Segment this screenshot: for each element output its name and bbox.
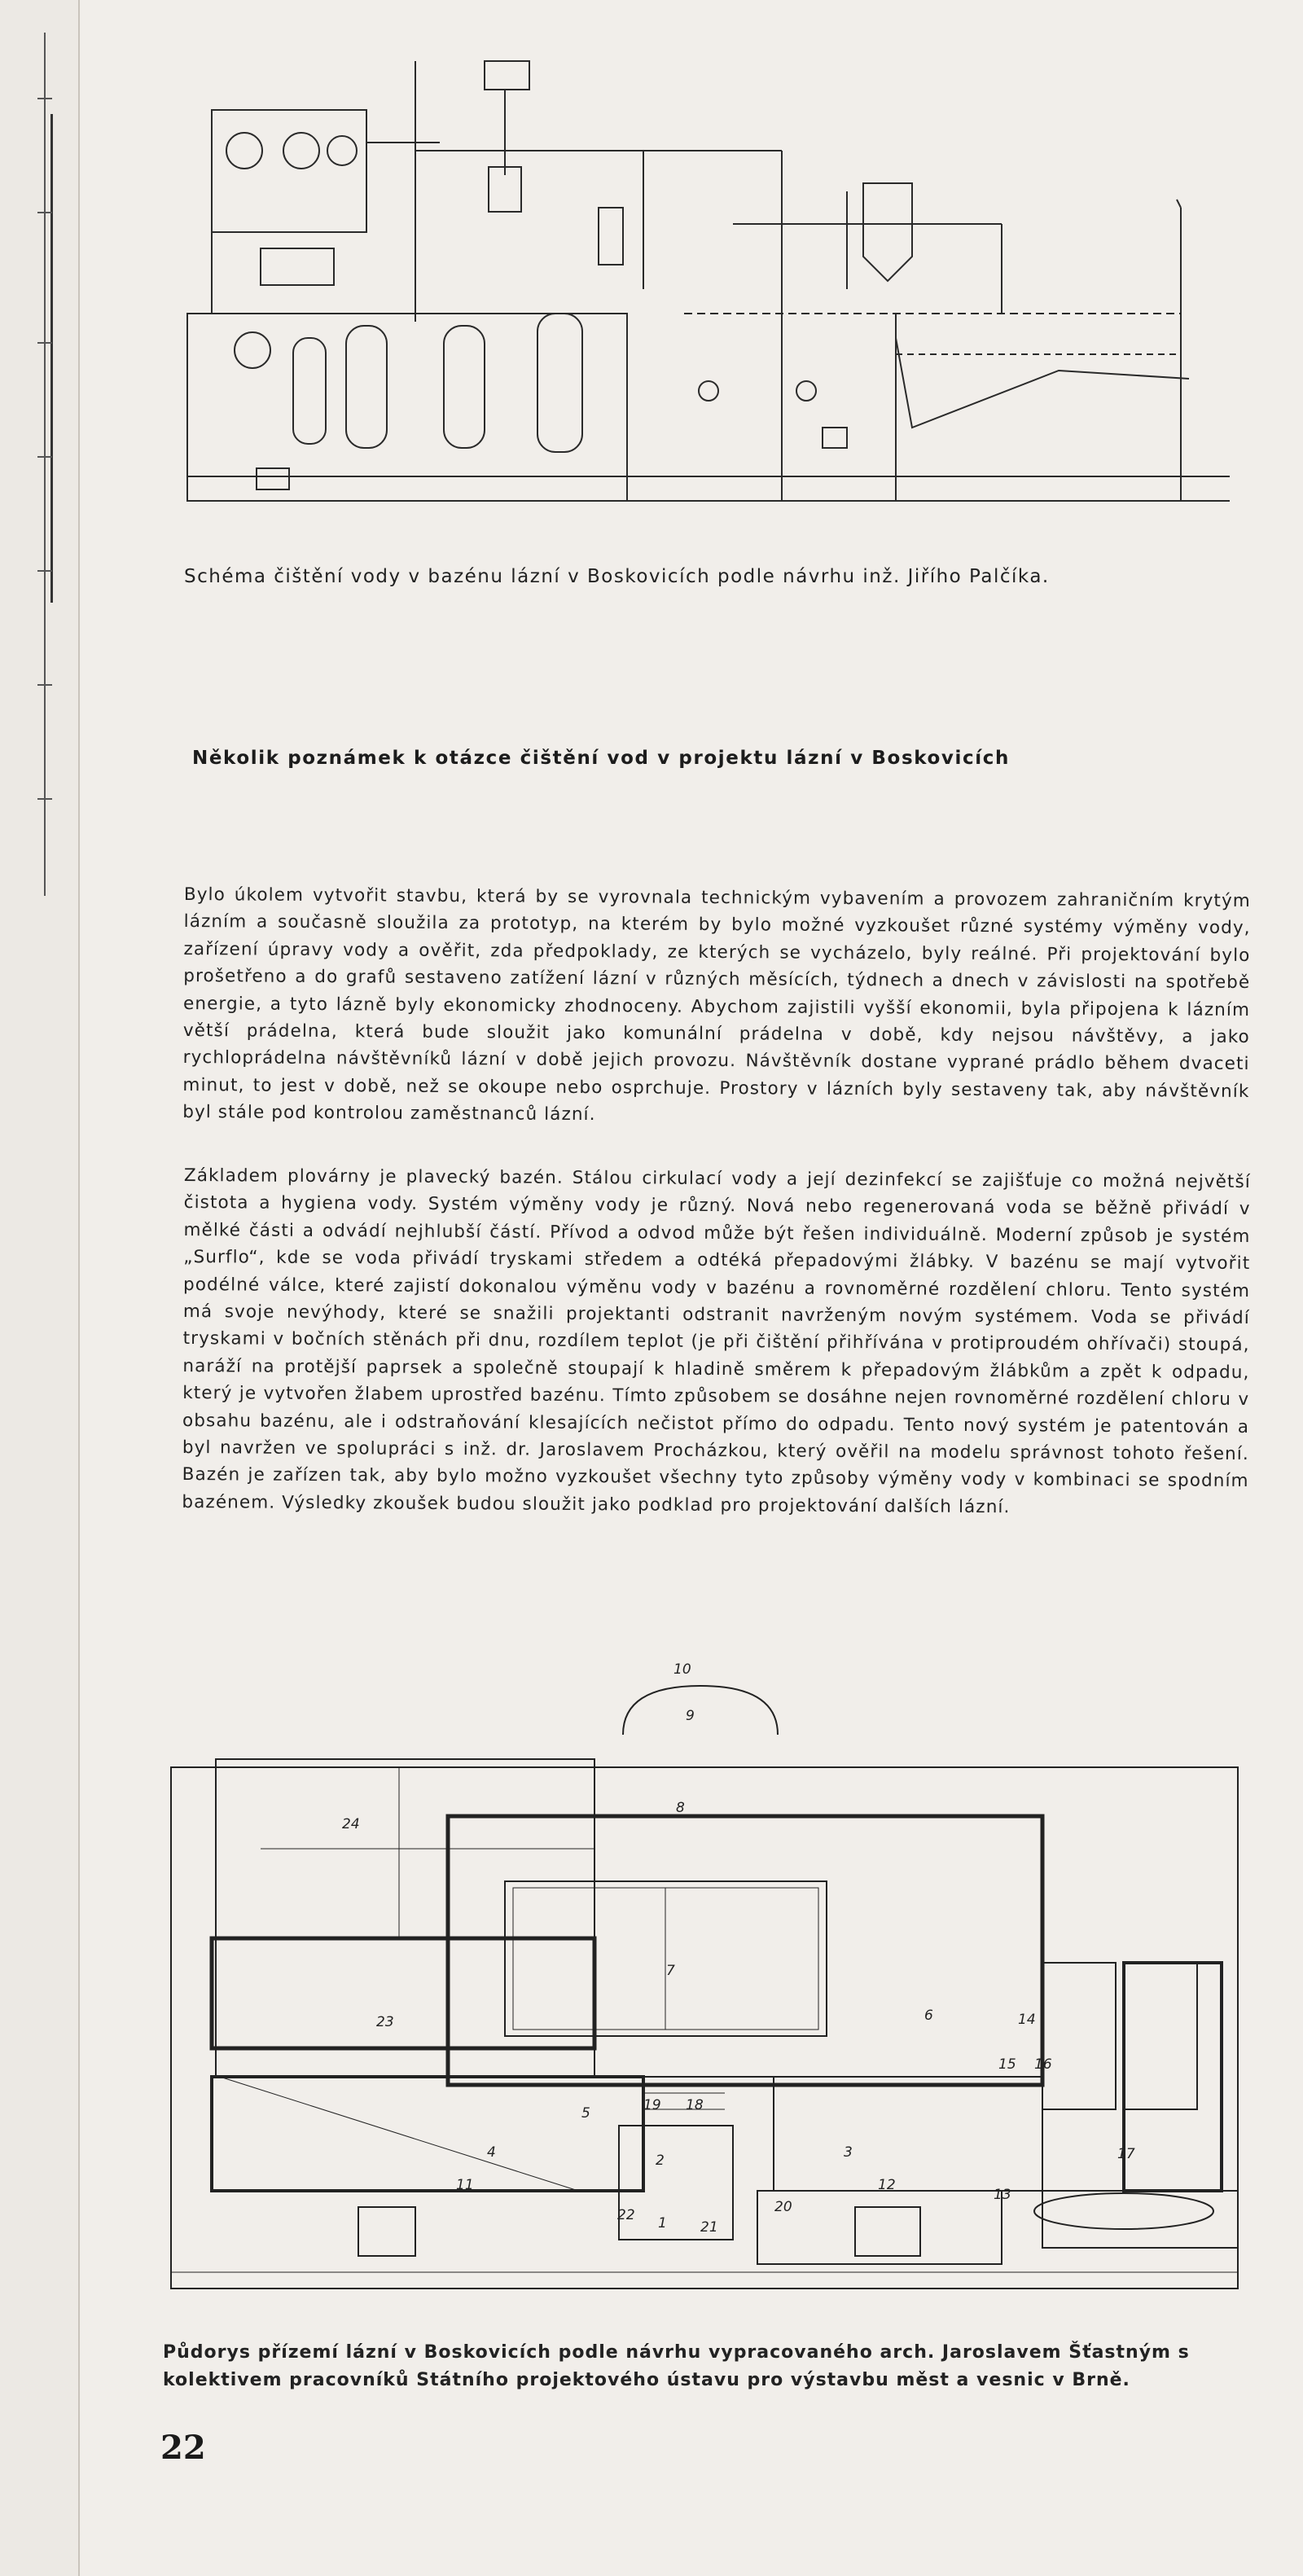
plan-room-label: 19 [643,2097,661,2113]
plan-room-label: 23 [376,2014,394,2030]
plan-room-label: 6 [924,2008,933,2024]
binding-tick [37,570,52,572]
binding-margin [0,0,80,2576]
plan-room-label: 12 [878,2177,896,2193]
schema-caption: Schéma čištění vody v bazénu lázní v Boskovicích podle návrhu inž. Jiřího Palčíka. [184,566,1050,587]
plan-room-label: 22 [617,2207,635,2223]
plan-room-label: 11 [456,2177,474,2193]
binding-tick [37,212,52,213]
binding-rule [44,33,46,896]
plan-room-label: 2 [656,2153,665,2169]
plan-room-label: 13 [994,2187,1011,2203]
plan-room-label: 4 [487,2144,496,2161]
plan-room-label: 9 [686,1708,695,1724]
article-paragraph-1: Bylo úkolem vytvořit stavbu, která by se vyrovnala technickým vybavením a provozem zahraničním krytým lázním a současně sloužila za prototyp, na kterém by bylo možné vyzkoušet různé systémy výměny vody, zařízení úpravy vody a ověřit, zda předpoklady, ze kterých se vycházelo, byly reálné. Při projektování bylo prošetřeno a do grafů sestaveno zatížení lázní v různých měsících, týdnech a dnech v závislosti na spotřebě energie, a tyto lázně byly ekonomicky zhodnoceny. Abychom zajistili vyšší ekonomii, byla připojena k lázním větší prádelna, která bude sloužit jako komunální prádelna v době, kdy nejsou návštěvy, a jako rychloprádelna návštěvníků lázní v době jejich provozu. Návštěvník dostane vyprané prádlo během dvaceti minut, to jest v době, než se okoupe nebo osprchuje. Prostory v lázních byly sestaveny tak, aby návštěvník byl stále pod kontrolou zaměstnanců lázní. [182,884,1251,1126]
ground-floor-plan [155,1637,1287,2313]
plan-room-label: 3 [844,2144,853,2161]
binding-tick [37,98,52,99]
plan-room-label: 17 [1117,2146,1135,2162]
plan-room-label: 20 [774,2199,792,2215]
plan-room-label: 5 [581,2105,590,2122]
plan-room-label: 7 [666,1963,675,1979]
plan-room-label: 1 [658,2215,667,2232]
plan-room-label: 18 [686,2097,704,2113]
plan-room-label: 8 [676,1800,685,1816]
water-treatment-schema [163,45,1270,533]
page-number: 22 [160,2429,206,2467]
floor-plan-caption: Půdorys přízemí lázní v Boskovicích podle návrhu vypracovaného arch. Jaroslavem Šťastným s kolektivem pracovníků Státního projektového ústavu pro výstavbu měst a vesnic v Brně. [163,2342,1190,2390]
plan-room-label: 21 [700,2219,718,2236]
binding-tick [37,456,52,458]
article-paragraph-2: Základem plovárny je plavecký bazén. Stálou cirkulací vody a její dezinfekcí se zajišťuje co možná největší čistota a hygiena vody. Systém výměny vody je různý. Nová nebo regenerovaná voda se běžně přivádí v mělké části a odvádí nejhlubší částí. Přívod a odvod může být řešen individuálně. Moderní způsob je systém „Surflo“, kde se voda přivádí tryskami středem a odtéká přepadovými žlábky. V bazénu se mají vytvořit podélné válce, které zajistí dokonalou výměnu vody v bazénu a rovnoměrné rozdělení chloru. Tento systém má svoje nevýhody, které se snažili projektanti odstranit navrženým novým systémem. Voda se přivádí tryskami v bočních stěnách při dnu, rozdílem teplot (je při čištění přihřívána v protiproudém ohřívači) stoupá, naráží na protější paprsek a společně stoupají k hladině směrem k přepadovým žlábkům a zpět k odpadu, který je vytvořen žlabem uprostřed bazénu. Tímto způsobem se dosáhne nejen rovnoměrné rozdělení chloru v obsahu bazénu, ale i odstraňování klesajících nečistot přímo do odpadu. Tento nový systém je patentován a byl navržen ve spolupráci s inž. dr. Jaroslavem Procházkou, který ověřil na modelu správnost tohoto řešení. Bazén je zařízen tak, aby bylo možno vyzkoušet všechny tyto způsoby výměny vody v kombinaci se spodním bazénem. Výsledky zkoušek budou sloužit jako podklad pro projektování dalších lázní. [182,1165,1251,1518]
plan-room-label: 15 [998,2056,1016,2073]
binding-tick [37,684,52,686]
article-heading: Několik poznámek k otázce čištění vod v projektu lázní v Boskovicích [192,748,1010,769]
binding-tick [37,798,52,800]
binding-edge-strip [50,114,61,603]
binding-tick [37,342,52,344]
plan-room-label: 16 [1034,2056,1052,2073]
plan-room-label: 24 [342,1816,360,1832]
plan-room-label: 14 [1018,2012,1036,2028]
plan-room-label: 10 [673,1661,691,1678]
